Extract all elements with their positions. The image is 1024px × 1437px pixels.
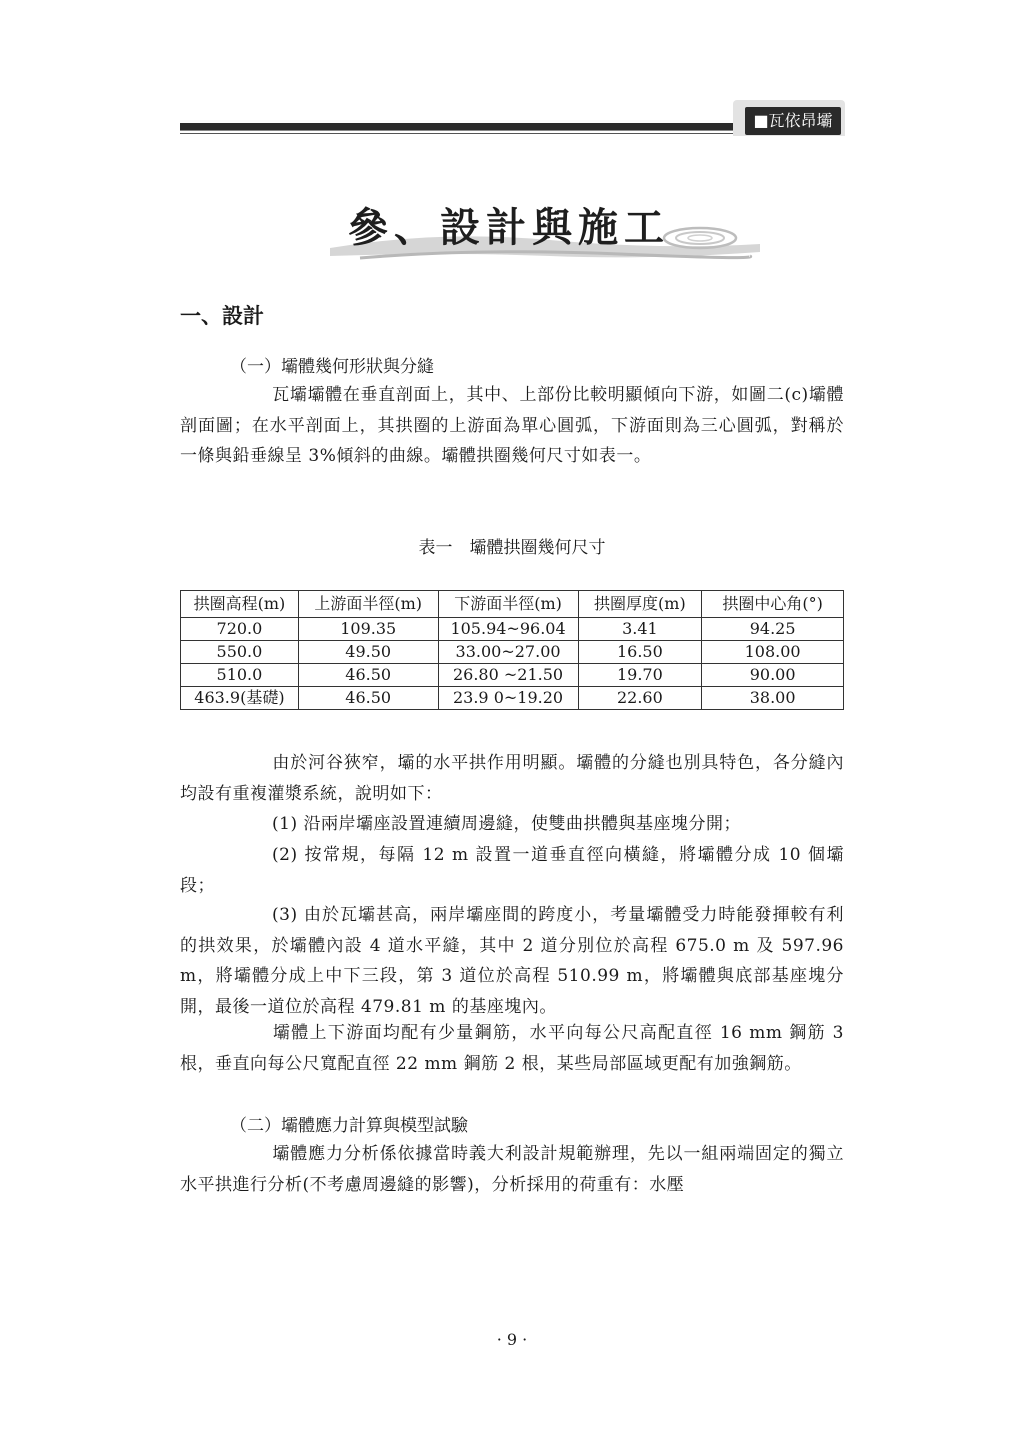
table-row: [181, 618, 844, 641]
table-header-row: [181, 591, 844, 618]
table-row: [181, 687, 844, 710]
table-cell: 49.50: [298, 641, 438, 664]
table-header-cell: 下游面半徑(m): [438, 591, 578, 618]
table-cell: 16.50: [578, 641, 702, 664]
table-cell: 720.0: [181, 618, 299, 641]
list-item-2: [180, 840, 844, 901]
paragraph-geometry: [180, 380, 844, 472]
header-rule-thin: [180, 133, 733, 134]
table-header-cell: 拱圈厚度(m): [578, 591, 702, 618]
page-number: · 9 ·: [496, 1330, 528, 1349]
table-cell: 108.00: [702, 641, 844, 664]
table-cell: 33.00~27.00: [438, 641, 578, 664]
list-item-3-text: (3) 由於瓦壩甚高，兩岸壩座間的跨度小，考量壩體受力時能發揮較有利的拱效果，於壩體內設 4 道水平縫，其中 2 道分別位於高程 675.0 m 及 597.96 m，將壩體分成上中下三段，第 3 道位於高程 510.99 m，將壩體與底部基座塊分開，最後一道位於高程 479.81 m 的基座塊內。: [180, 905, 844, 1017]
table-cell: 46.50: [298, 687, 438, 710]
table-cell: 38.00: [702, 687, 844, 710]
table-cell: 463.9(基礎): [181, 687, 299, 710]
table-cell: 90.00: [702, 664, 844, 687]
list-item-2-text: (2) 按常規，每隔 12 m 設置一道垂直徑向橫縫，將壩體分成 10 個壩段；: [180, 845, 844, 896]
table-header-cell: 拱圈高程(m): [181, 591, 299, 618]
table-cell: 105.94~96.04: [438, 618, 578, 641]
paragraph-joints-text: 由於河谷狹窄，壩的水平拱作用明顯。壩體的分縫也別具特色，各分縫內均設有重複灌漿系統，說明如下：: [180, 753, 844, 804]
section-heading: 一、設計: [180, 304, 264, 328]
paragraph-reinforcement: [180, 1018, 844, 1079]
subsection-heading-2: （二）壩體應力計算與模型試驗: [230, 1116, 468, 1136]
paragraph-reinforcement-text: 壩體上下游面均配有少量鋼筋，水平向每公尺高配直徑 16 mm 鋼筋 3 根，垂直向每公尺寬配直徑 22 mm 鋼筋 2 根，某些局部區域更配有加強鋼筋。: [180, 1023, 844, 1074]
list-item-3: [180, 900, 844, 1022]
table-cell: 109.35: [298, 618, 438, 641]
table-cell: 3.41: [578, 618, 702, 641]
table-cell: 46.50: [298, 664, 438, 687]
subsection-heading-1: （一）壩體幾何形狀與分縫: [230, 357, 434, 377]
table-row: [181, 664, 844, 687]
paragraph-stress-analysis: [180, 1139, 844, 1200]
table-cell: 94.25: [702, 618, 844, 641]
table-cell: 19.70: [578, 664, 702, 687]
table-header-cell: 上游面半徑(m): [298, 591, 438, 618]
list-item-1: [180, 809, 844, 840]
paragraph-stress-analysis-text: 壩體應力分析係依據當時義大利設計規範辦理，先以一組兩端固定的獨立水平拱進行分析(不考慮周邊縫的影響)，分析採用的荷重有：水壓: [180, 1144, 844, 1195]
paragraph-geometry-text: 瓦壩壩體在垂直剖面上，其中、上部份比較明顯傾向下游，如圖二(c)壩體剖面圖；在水平剖面上，其拱圈的上游面為單心圓弧，下游面則為三心圓弧，對稱於一條與鉛垂線呈 3%傾斜的曲線。壩體拱圈幾何尺寸如表一。: [180, 385, 844, 466]
table-cell: 510.0: [181, 664, 299, 687]
table-cell: 23.9 0~19.20: [438, 687, 578, 710]
table-cell: 550.0: [181, 641, 299, 664]
table-header-cell: 拱圈中心角(°): [702, 591, 844, 618]
paragraph-joints: [180, 748, 844, 809]
arch-dimension-table: [180, 590, 844, 710]
header-badge: ■瓦依昂壩: [745, 107, 841, 135]
list-item-1-text: (1) 沿兩岸壩座設置連續周邊縫，使雙曲拱體與基座塊分開；: [272, 814, 741, 834]
table-row: [181, 641, 844, 664]
table-caption: 表一 壩體拱圈幾何尺寸: [418, 538, 606, 558]
table-cell: 22.60: [578, 687, 702, 710]
header-rule: [180, 123, 733, 131]
table-cell: 26.80 ~21.50: [438, 664, 578, 687]
chapter-title: 參、設計與施工: [348, 204, 670, 251]
